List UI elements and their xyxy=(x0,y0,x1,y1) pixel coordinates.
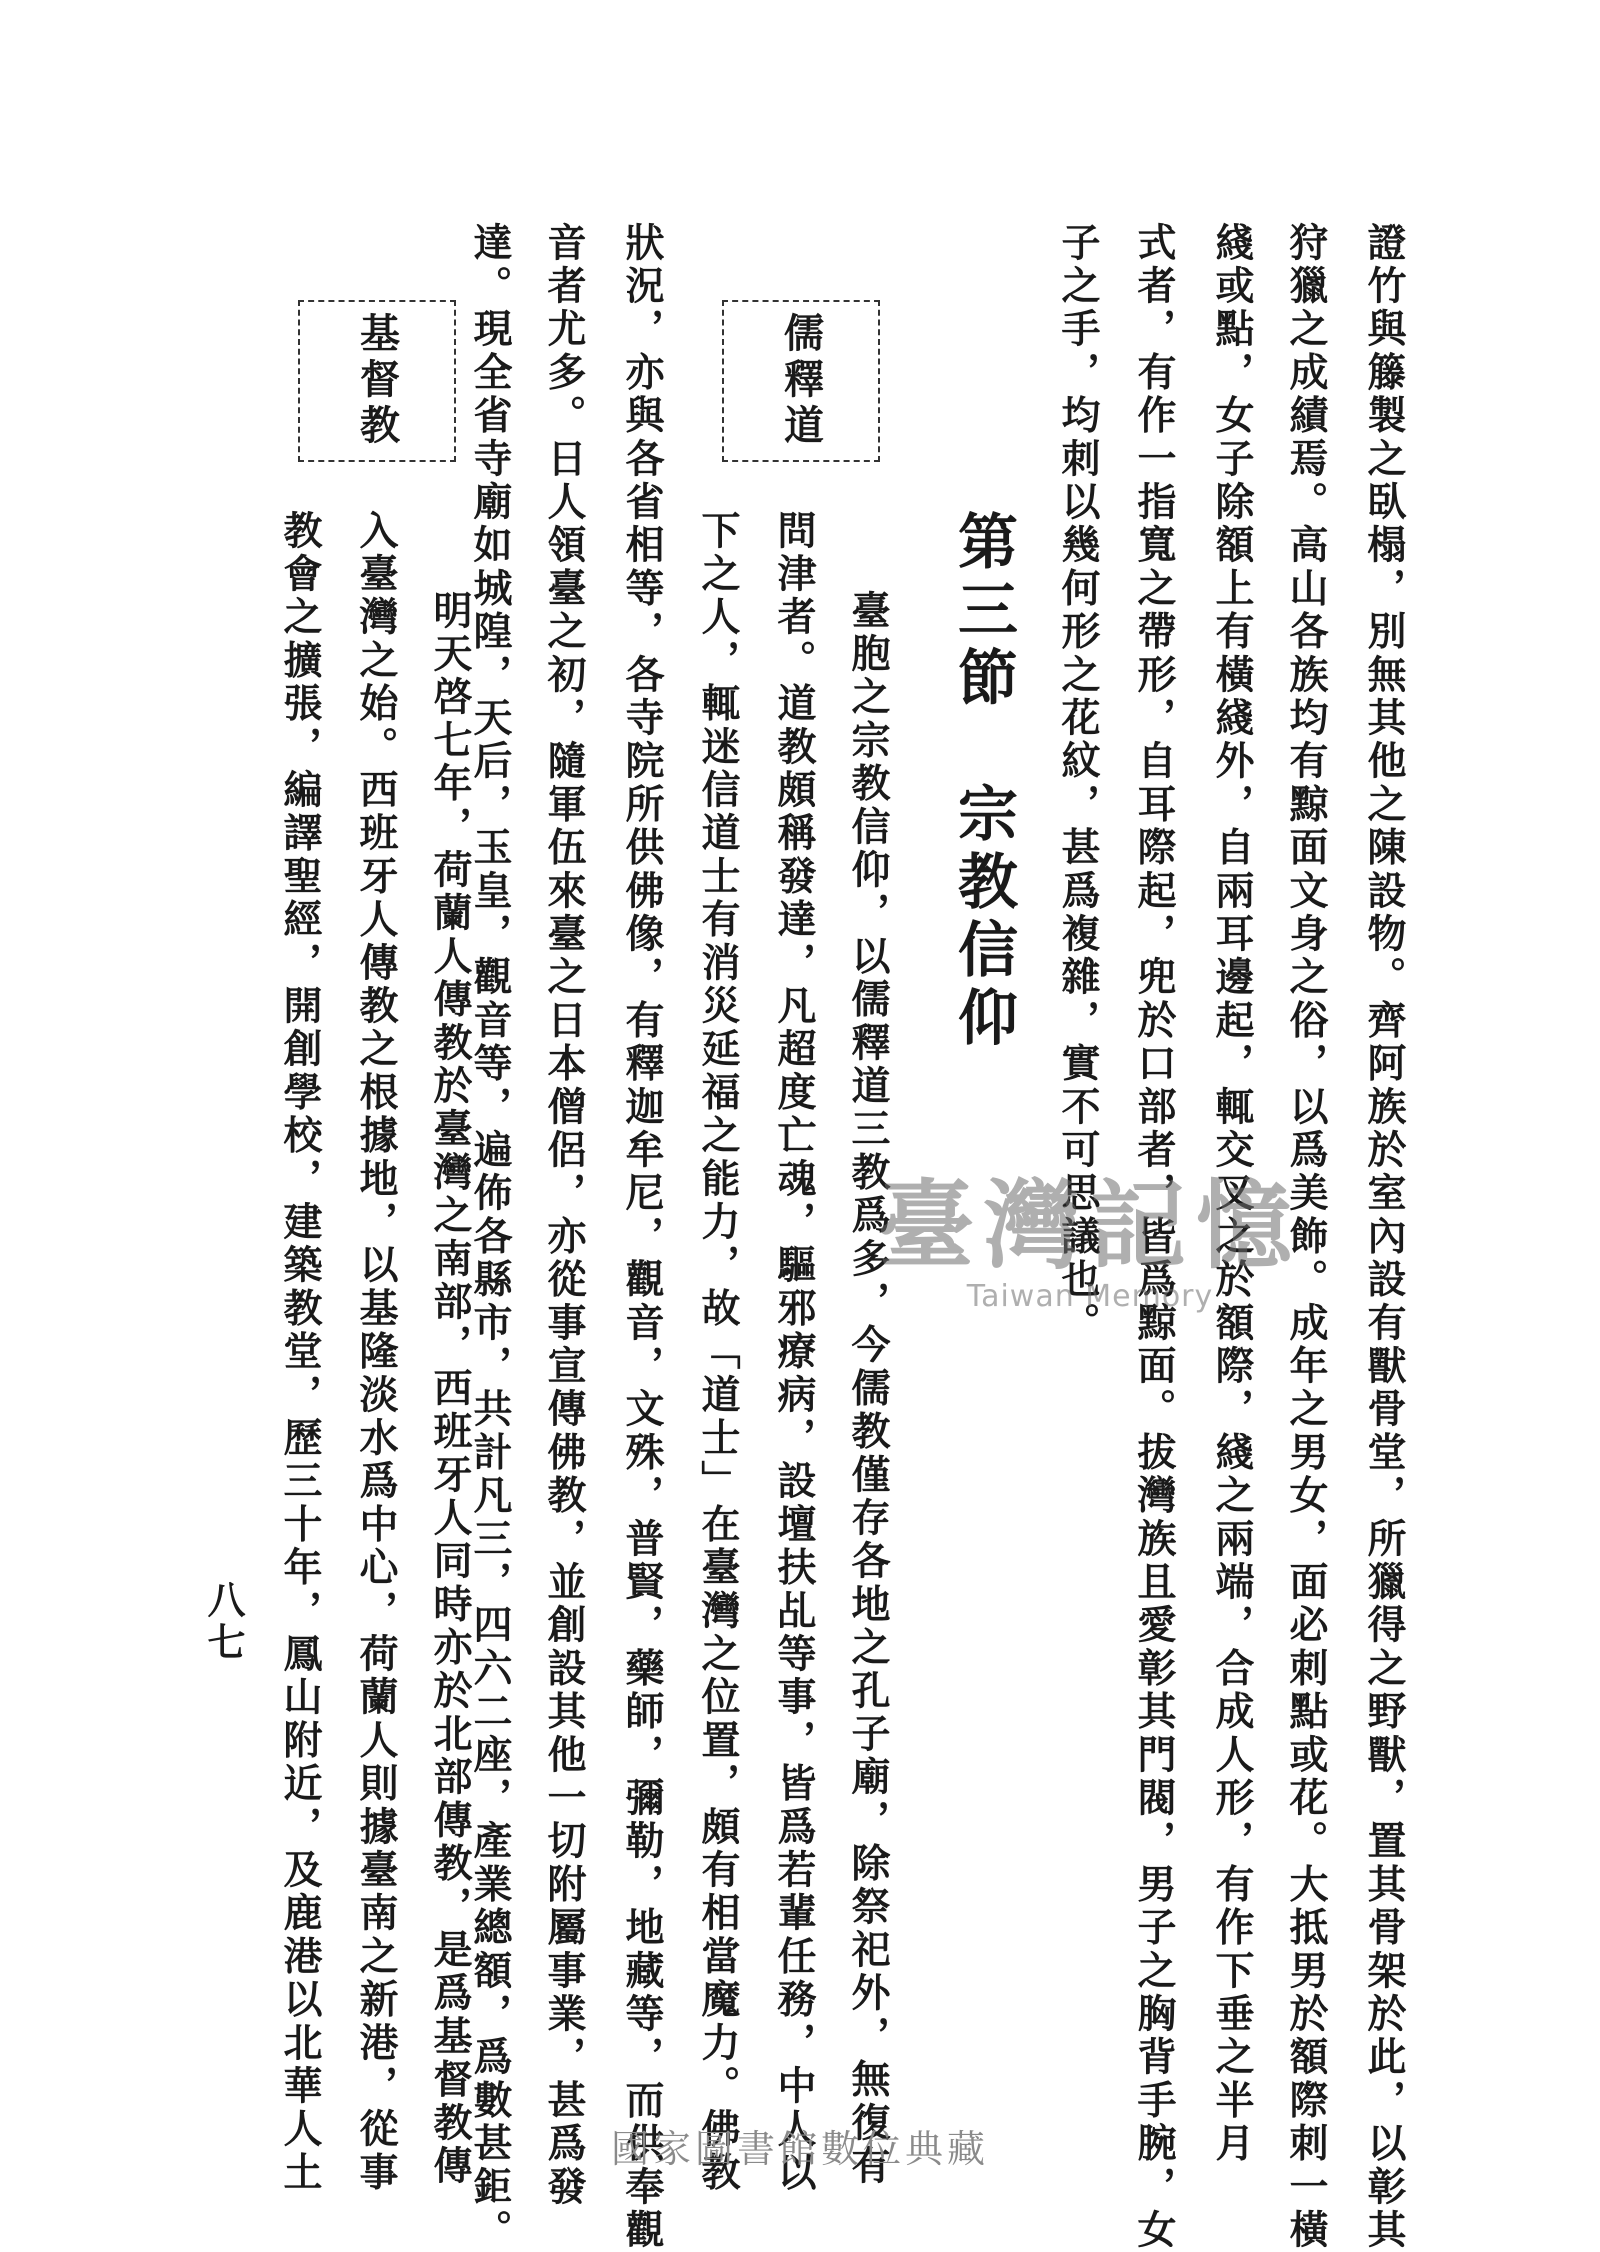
text-column-1: 證竹與籐製之臥榻，別無其他之陳設物。齊阿族於室內設有獸骨堂，所獵得之野獸，置其骨架於此，以彰其 xyxy=(1361,222,1407,2252)
text-column-14: 教會之擴張，編譯聖經，開創學校，建築教堂，歷三十年，鳳山附近，及鹿港以北華人土 xyxy=(277,510,323,2195)
footer-credit: 國家圖書館數位典藏 xyxy=(610,2127,989,2171)
side-label-christianity xyxy=(298,300,456,462)
text-column-8: 下之人，輒迷信道士有消災延福之能力，故「道士」在臺灣之位置，頗有相當魔力。佛教 xyxy=(695,510,741,2195)
side-label-text: 儒釋道 xyxy=(777,312,825,450)
text-column-12: 明天啓七年，荷蘭人傳教於臺灣之南部，西班牙人同時亦於北部傳教，是爲基督教傳 xyxy=(427,590,473,2189)
watermark-sub: Taiwan Memory xyxy=(966,1279,1214,1314)
section-heading: 第三節 宗教信仰 xyxy=(948,510,1018,1054)
page-number: 八七 xyxy=(201,1580,246,1664)
text-column-11: 達。現全省寺廟如城隍，天后，玉皇，觀音等，遍佈各縣市，共計凡三，四六二座，產業總額，爲數甚鉅。 xyxy=(467,222,513,2252)
side-label-confucian-buddhist-taoist xyxy=(722,300,880,462)
text-column-10: 音者尤多。日人領臺之初，隨軍伍來臺之日本僧侶，亦從事宣傳佛教，並創設其他一切附屬事業，甚爲發 xyxy=(541,222,587,2210)
text-column-13: 入臺灣之始。西班牙人傳教之根據地，以基隆淡水爲中心，荷蘭人則據臺南之新港，從事 xyxy=(353,510,399,2195)
text-column-3: 綫或點，女子除額上有橫綫外，自兩耳邊起，輒交叉之於額際，綫之兩端，合成人形，有作下垂之半月 xyxy=(1209,222,1255,2166)
text-column-7: 問津者。道教頗稱發達，凡超度亡魂，驅邪療病，設壇扶乩等事，皆爲若輩任務，中人以 xyxy=(771,510,817,2195)
text-column-6: 臺胞之宗教信仰，以儒釋道三教爲多，今儒教僅存各地之孔子廟，除祭祀外，無復有 xyxy=(845,590,891,2189)
text-column-4: 式者，有作一指寬之帶形，自耳際起，兜於口部者，皆爲黥面。拔灣族且愛彰其門閥，男子之胸背手腕，女 xyxy=(1131,222,1177,2252)
text-column-2: 狩獵之成績焉。高山各族均有黥面文身之俗，以爲美飾。成年之男女，面必刺點或花。大抵男於額際刺一橫 xyxy=(1283,222,1329,2252)
text-column-5: 子之手，均刺以幾何形之花紋，甚爲複雜，實不可思議也。 xyxy=(1055,222,1101,1346)
side-label-text: 基督教 xyxy=(353,312,401,450)
text-column-9: 狀況，亦與各省相等，各寺院所供佛像，有釋迦牟尼，觀音，文殊，普賢，藥師，彌勒，地藏等，而供奉觀 xyxy=(619,222,665,2252)
watermark-main: 臺灣記憶 xyxy=(878,1169,1302,1282)
